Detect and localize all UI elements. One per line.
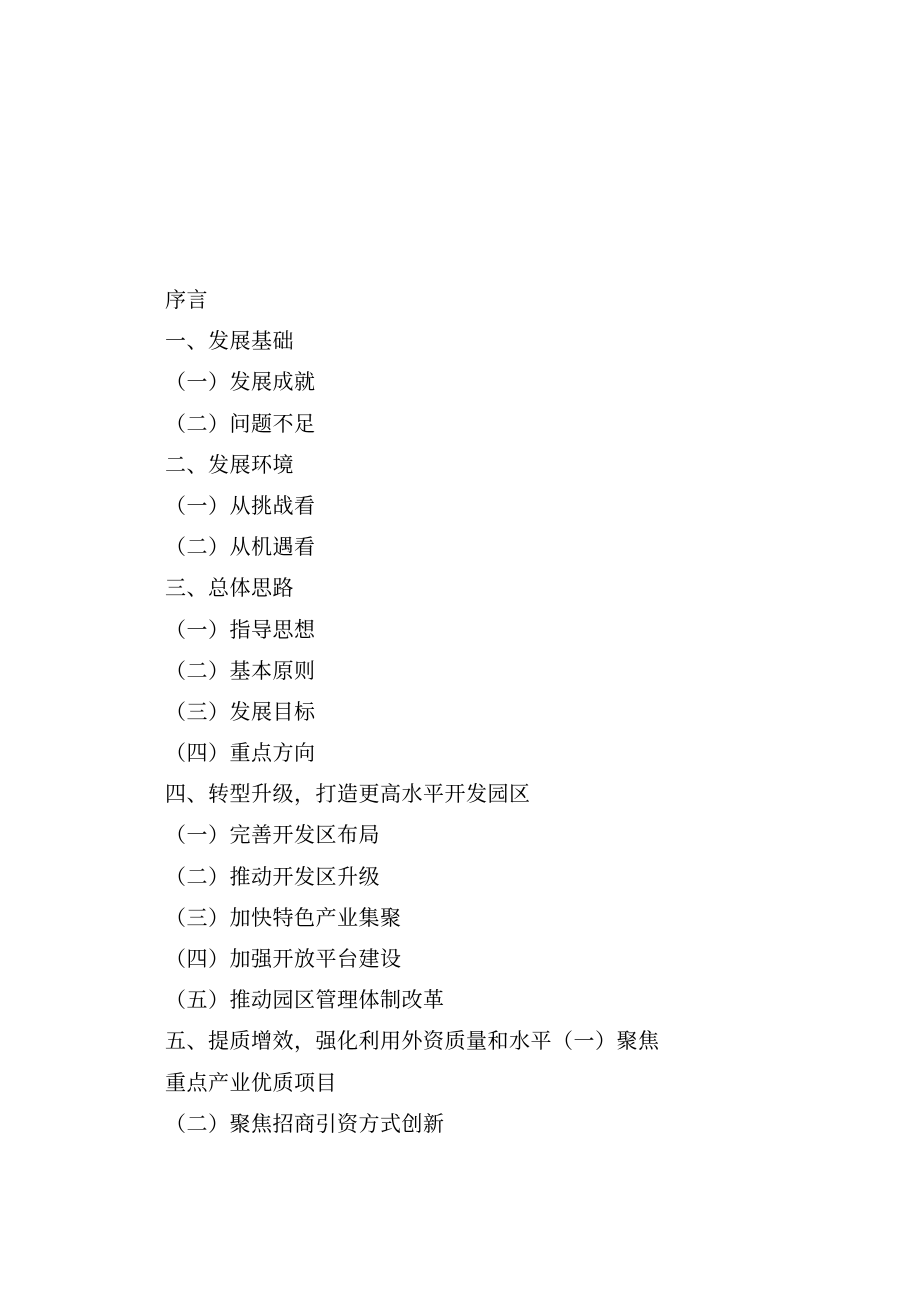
toc-item: （四）重点方向 [165,741,316,766]
toc-item: （一）发展成就 [165,370,316,395]
toc-item: （三）加快特色产业集聚 [165,905,402,930]
toc-item-chapter-3: 三、总体思路 [165,576,294,601]
toc-item: （一）完善开发区布局 [165,823,380,848]
toc-item: （二）聚焦招商引资方式创新 [165,1111,445,1136]
toc-item: （二）问题不足 [165,411,316,436]
toc-item: （二）推动开发区升级 [165,864,380,889]
toc-item: （二）从机遇看 [165,535,316,560]
toc-item-chapter-5: 五、提质增效，强化利用外资质量和水平（一）聚焦重点产业优质项目 [165,1029,660,1095]
toc-item: （四）加强开放平台建设 [165,947,402,971]
toc-item-preface: 序言 [165,288,208,312]
toc-item-chapter-4: 四、转型升级，打造更高水平开发园区 [165,782,531,807]
toc-item: （三）发展目标 [165,699,316,724]
toc-item-chapter-2: 二、发展环境 [165,452,294,477]
toc-item: （一）从挑战看 [165,493,316,518]
toc-item-chapter-1: 一、发展基础 [165,329,294,354]
toc-item: （五）推动园区管理体制改革 [165,988,445,1013]
toc-item: （一）指导思想 [165,617,316,642]
toc-item: （二）基本原则 [165,658,316,683]
table-of-contents [165,280,685,1145]
